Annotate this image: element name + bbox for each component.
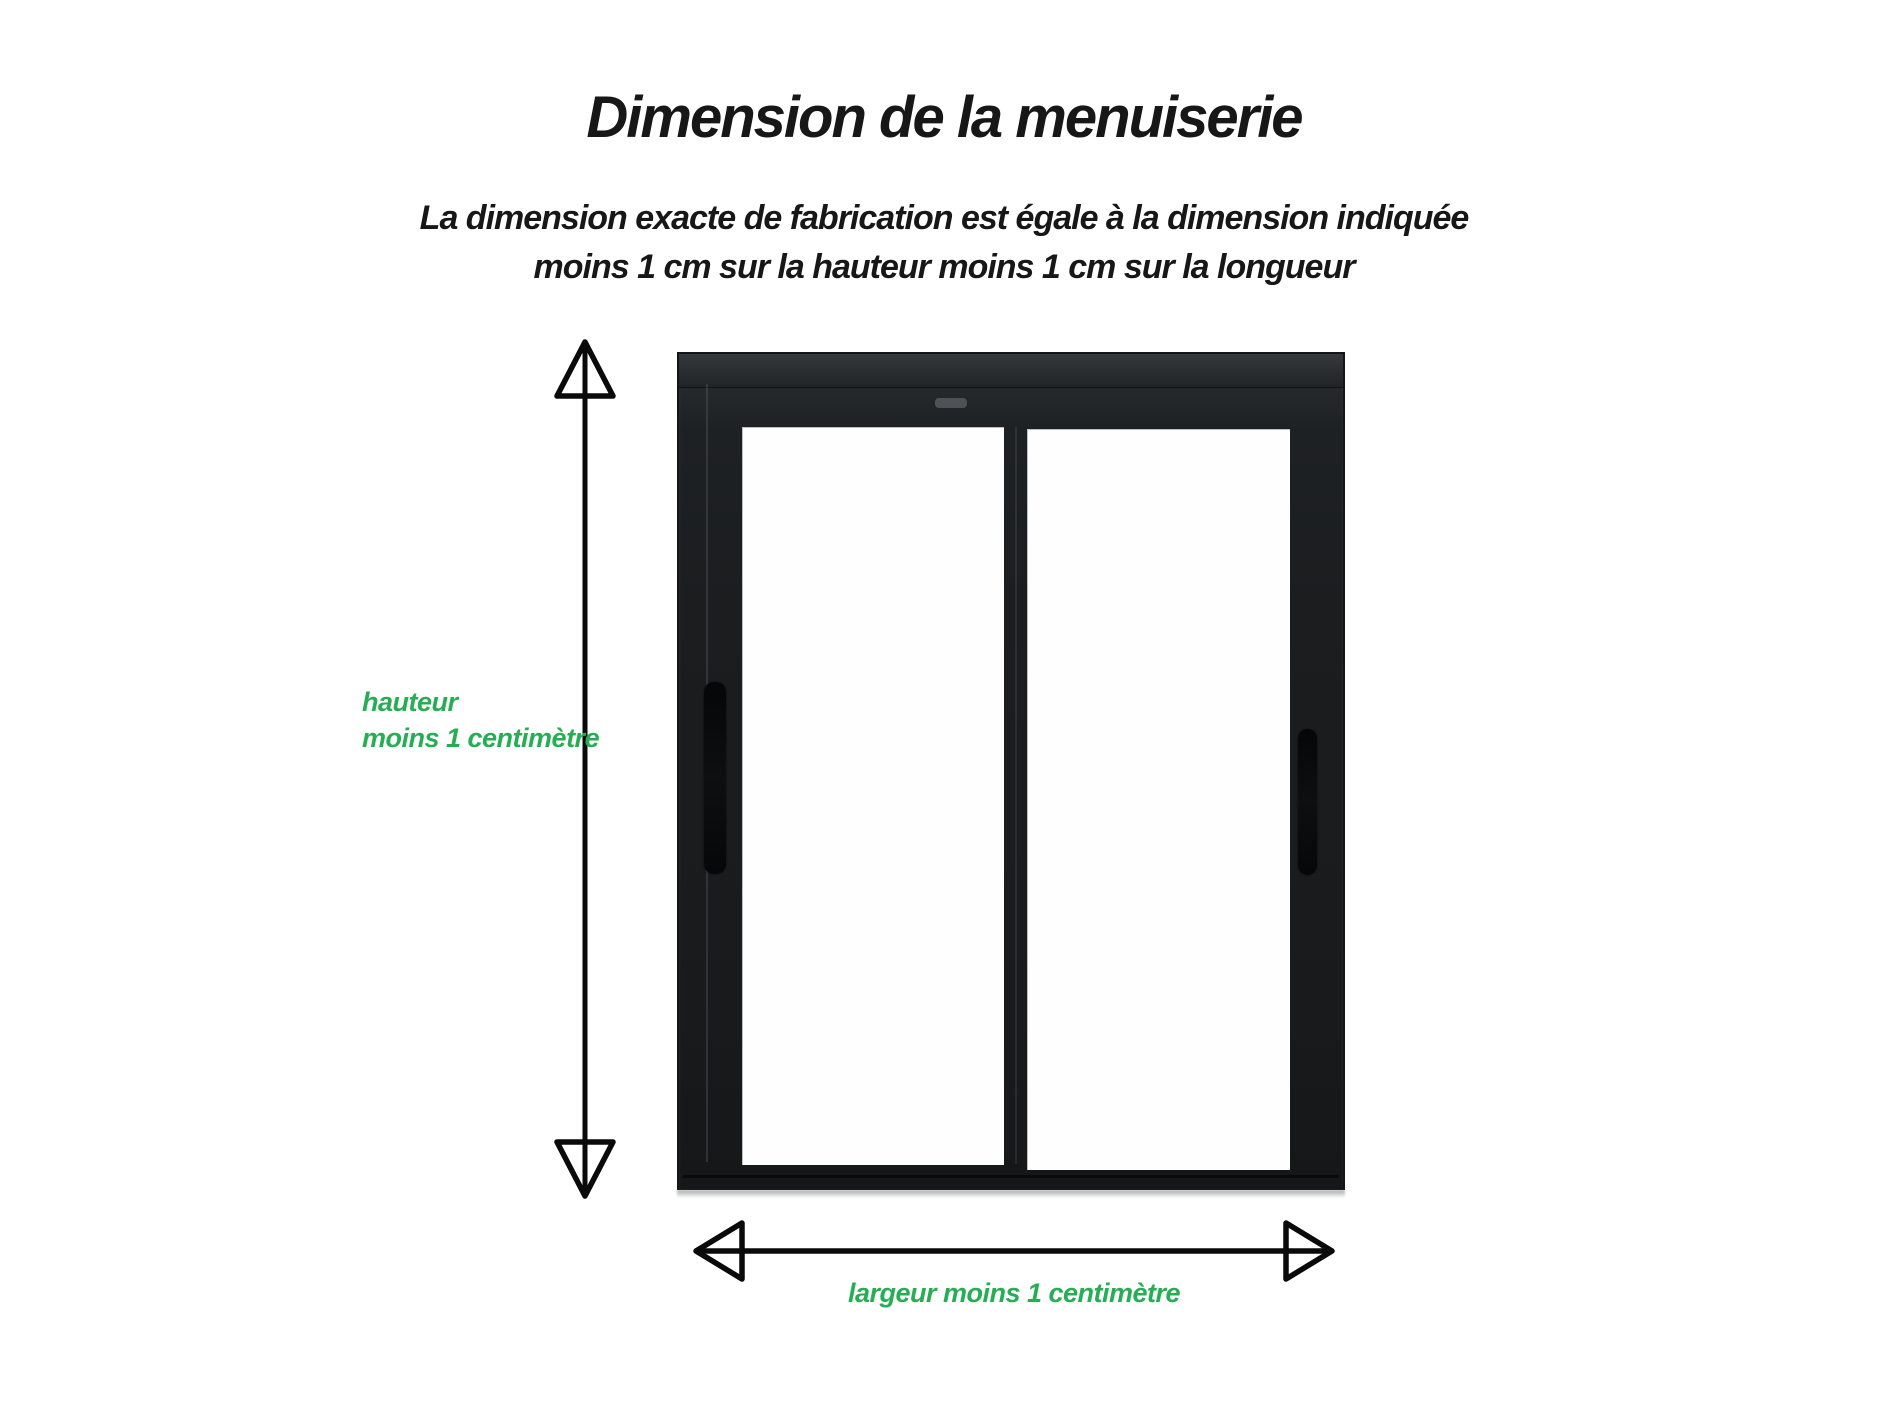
subtitle — [0, 194, 1888, 292]
door-right-handle — [1298, 729, 1317, 875]
width-dimension-label: largeur moins 1 centimètre — [847, 1278, 1181, 1308]
height-dimension-arrow-icon — [543, 330, 627, 1210]
height-label-line-1: hauteur — [362, 687, 458, 717]
door-left-glass-pane — [742, 427, 1004, 1165]
subtitle-line-1: La dimension exacte de fabrication est égale à la dimension indiquée — [419, 199, 1469, 237]
door-top-rail-reflection — [935, 398, 967, 408]
door-top-frame-face — [679, 354, 1343, 388]
height-dimension-label — [362, 684, 599, 756]
sliding-door-image — [677, 352, 1345, 1190]
door-center-mullion-seam — [1015, 427, 1017, 1164]
door-right-glass-pane — [1027, 429, 1290, 1170]
page-title: Dimension de la menuiserie — [586, 85, 1302, 150]
subtitle-line-2: moins 1 cm sur la hauteur moins 1 cm sur la longueur — [533, 248, 1355, 286]
height-label-line-2: moins 1 centimètre — [362, 723, 600, 753]
door-left-handle — [704, 682, 726, 874]
door-shadow — [677, 1190, 1345, 1198]
door-bottom-rail-line — [683, 1175, 1339, 1178]
